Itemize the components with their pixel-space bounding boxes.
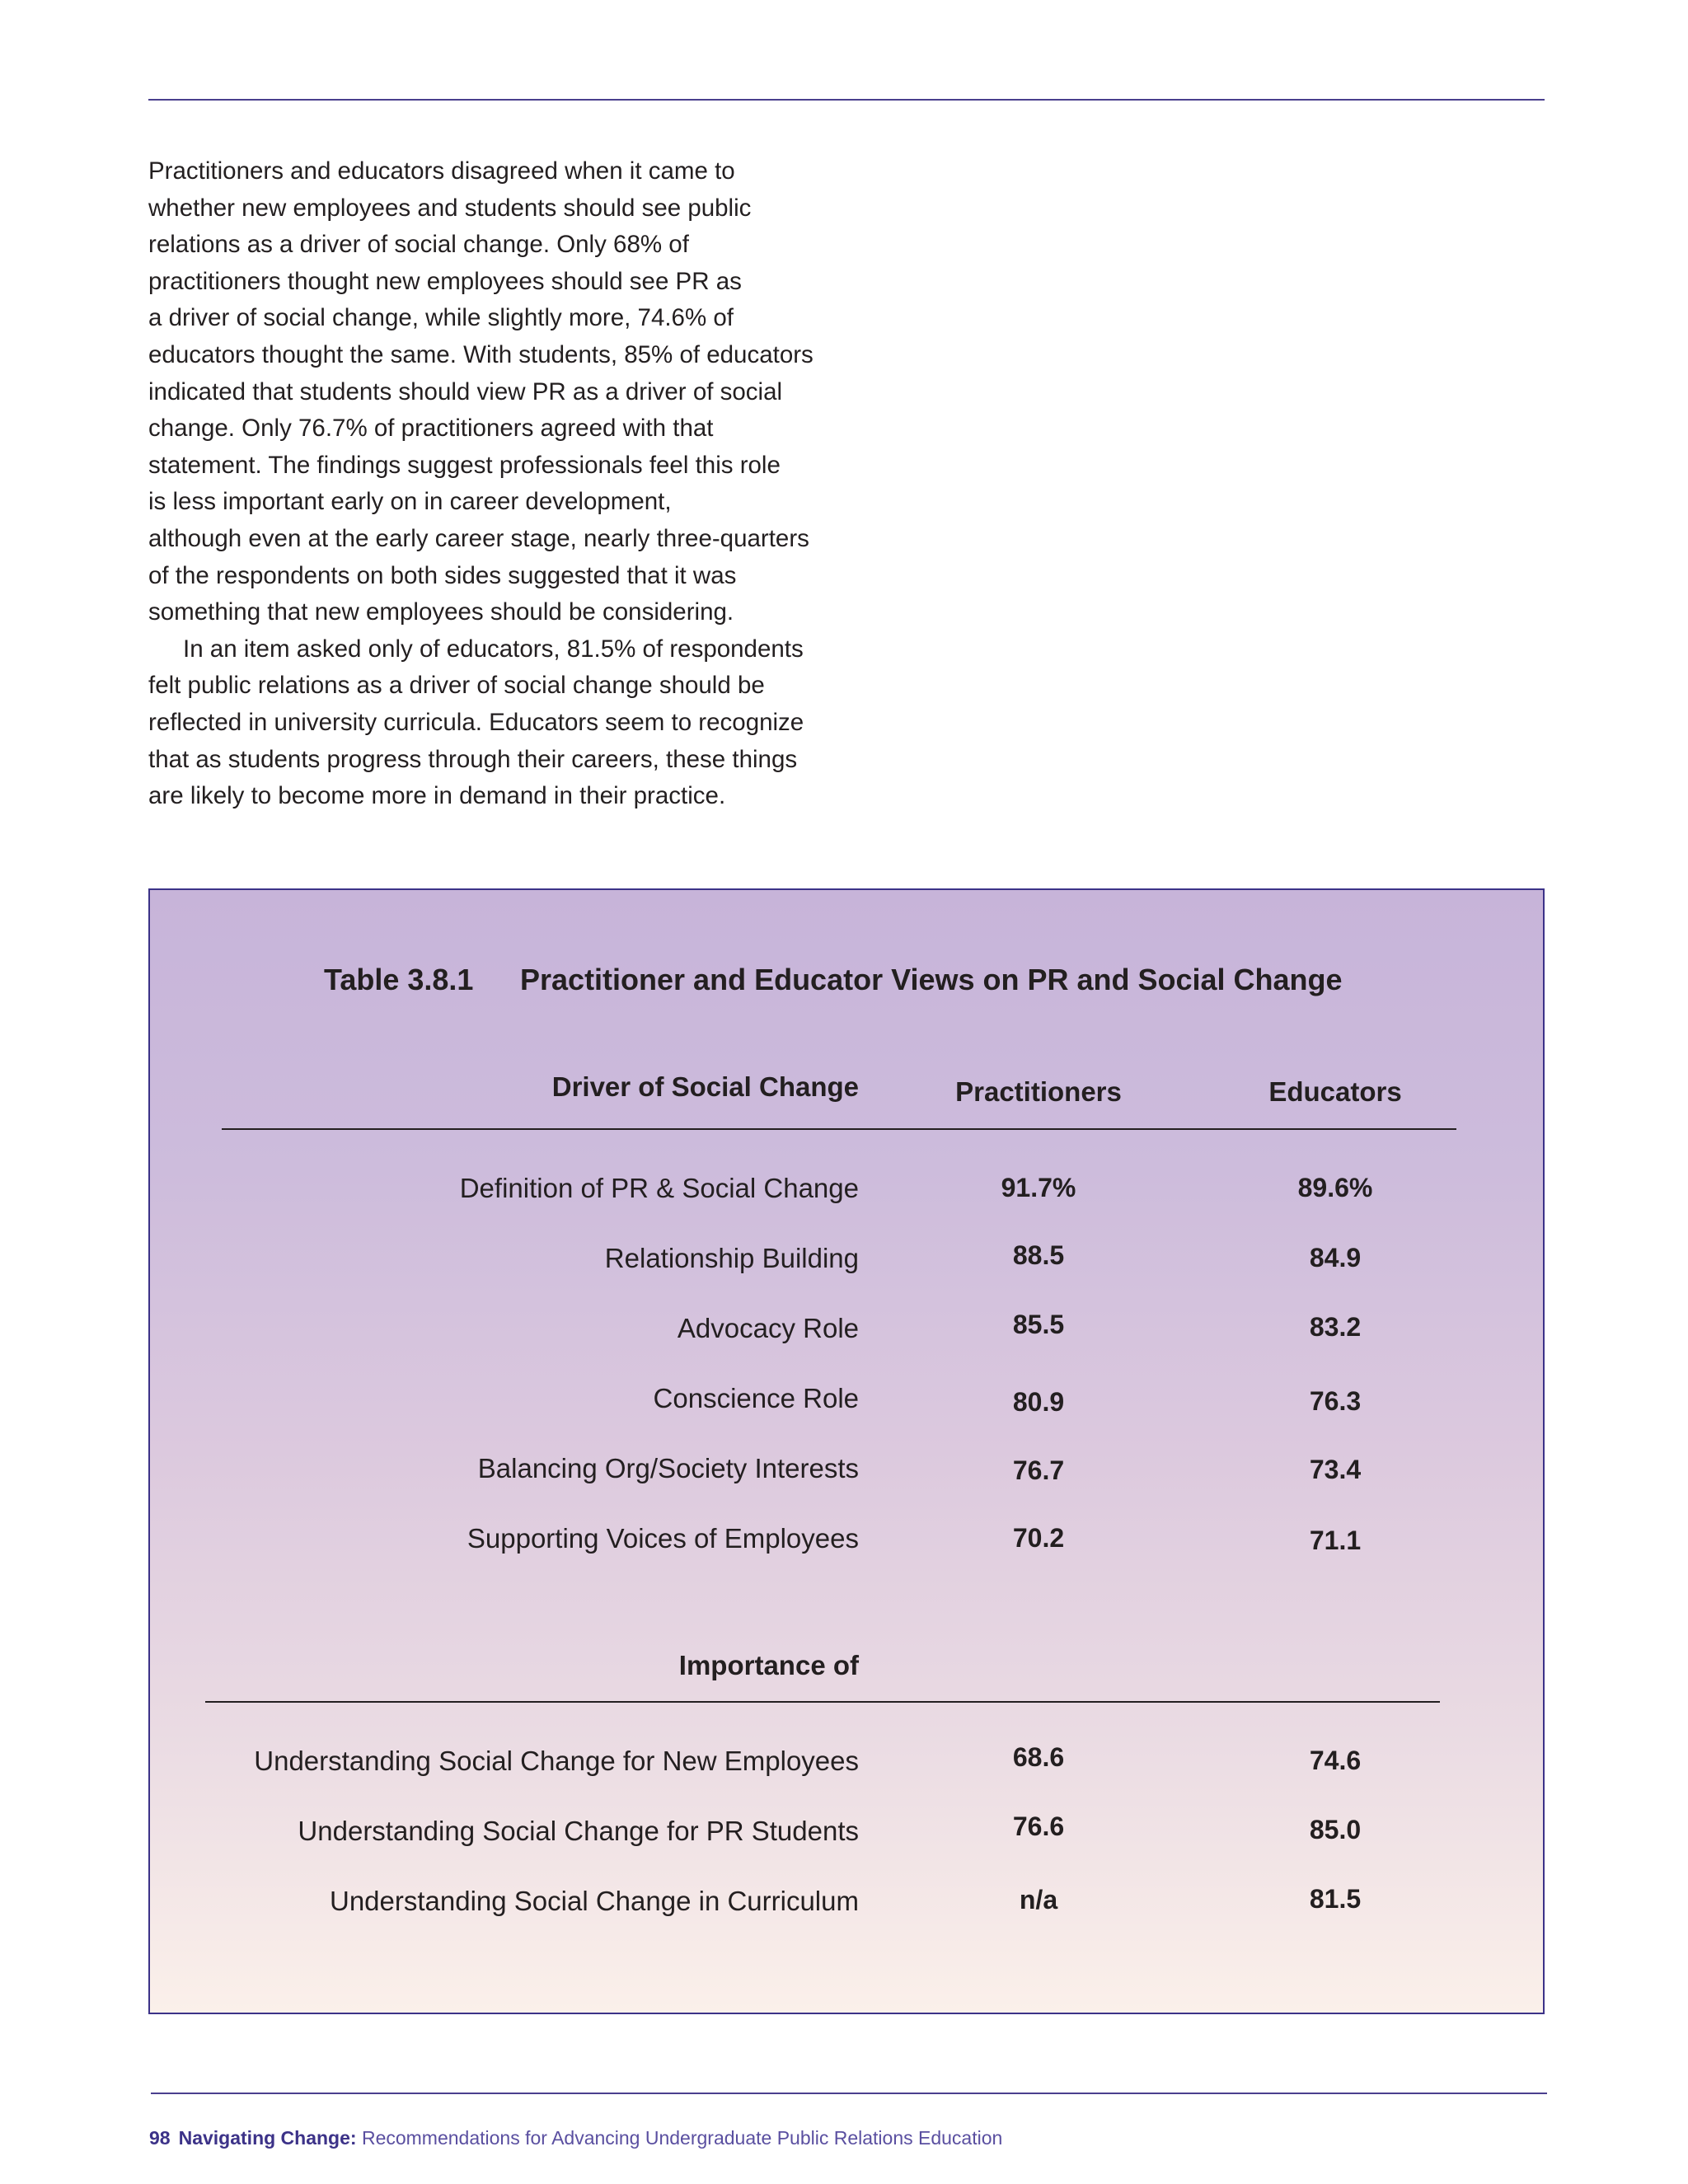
practitioners-value: 80.9	[1012, 1387, 1065, 1417]
body-line: that as students progress through their careers, these things	[148, 745, 798, 773]
body-line: In an item asked only of educators, 81.5% of respondents	[183, 635, 804, 663]
practitioners-value: 76.6	[1012, 1811, 1065, 1841]
body-line: change. Only 76.7% of practitioners agreed with that	[148, 415, 714, 443]
body-line: felt public relations as a driver of social change should be	[148, 672, 765, 700]
body-line: is less important early on in career development,	[148, 488, 672, 516]
top-rule	[148, 99, 1545, 101]
educators-value: 84.9	[1309, 1243, 1362, 1272]
body-line: educators thought the same. With students, 85% of educators	[148, 340, 814, 368]
body-line: relations as a driver of social change. Only 68% of	[148, 231, 689, 259]
column-header-educators: Educators	[1268, 1076, 1402, 1107]
bottom-rule	[151, 2093, 1547, 2094]
page-number: 98	[149, 2127, 171, 2149]
practitioners-value: 70.2	[1012, 1523, 1065, 1553]
section-header-importance: Importance of	[678, 1650, 859, 1680]
body-line: a driver of social change, while slightly more, 74.6% of	[148, 304, 734, 332]
row-label: Balancing Org/Society Interests	[477, 1453, 859, 1483]
table-number: Table 3.8.1	[324, 963, 474, 996]
practitioners-value: 91.7%	[1001, 1173, 1076, 1202]
row-label: Advocacy Role	[677, 1313, 859, 1343]
body-line: indicated that students should view PR as a driver of social	[148, 377, 783, 405]
row-label: Understanding Social Change for New Employees	[254, 1746, 859, 1776]
practitioners-value: 88.5	[1012, 1240, 1065, 1270]
body-line: are likely to become more in demand in their practice.	[148, 782, 726, 810]
header-rule	[222, 1128, 1456, 1130]
section-rule	[205, 1701, 1440, 1703]
practitioners-value: 76.7	[1012, 1455, 1065, 1485]
row-label: Understanding Social Change for PR Students	[298, 1816, 859, 1846]
row-label: Supporting Voices of Employees	[467, 1523, 859, 1554]
body-text	[148, 153, 841, 815]
body-line: whether new employees and students should see public	[148, 194, 752, 222]
practitioners-value: n/a	[1019, 1885, 1058, 1915]
body-line: something that new employees should be considering.	[148, 598, 734, 626]
educators-value: 76.3	[1309, 1386, 1362, 1416]
educators-value: 83.2	[1309, 1312, 1362, 1342]
educators-value: 85.0	[1309, 1815, 1362, 1844]
educators-value: 81.5	[1309, 1884, 1362, 1914]
body-line: reflected in university curricula. Educators seem to recognize	[148, 708, 804, 736]
practitioners-value: 68.6	[1012, 1742, 1065, 1772]
publication-subtitle: Recommendations for Advancing Undergraduate Public Relations Education	[361, 2127, 1003, 2149]
educators-value: 71.1	[1309, 1526, 1362, 1555]
body-line: of the respondents on both sides suggested that it was	[148, 561, 737, 589]
publication-title: Navigating Change:	[178, 2127, 357, 2149]
body-line: Practitioners and educators disagreed when it came to	[148, 157, 735, 185]
page-footer	[149, 2127, 1002, 2149]
educators-value: 73.4	[1309, 1455, 1362, 1484]
section-header-driver: Driver of Social Change	[551, 1071, 859, 1102]
row-label: Relationship Building	[604, 1243, 859, 1273]
table-title: Practitioner and Educator Views on PR and Social Change	[520, 963, 1343, 996]
practitioners-value: 85.5	[1012, 1310, 1065, 1339]
educators-value: 74.6	[1309, 1746, 1362, 1775]
body-line: although even at the early career stage, nearly three-quarters	[148, 524, 809, 552]
row-label: Conscience Role	[653, 1383, 859, 1413]
row-label: Understanding Social Change in Curriculum	[329, 1886, 859, 1916]
row-label: Definition of PR & Social Change	[459, 1173, 859, 1203]
body-line: practitioners thought new employees should see PR as	[148, 267, 742, 295]
educators-value: 89.6%	[1297, 1173, 1373, 1202]
column-header-practitioners: Practitioners	[955, 1076, 1122, 1107]
body-line: statement. The findings suggest professionals feel this role	[148, 451, 781, 479]
